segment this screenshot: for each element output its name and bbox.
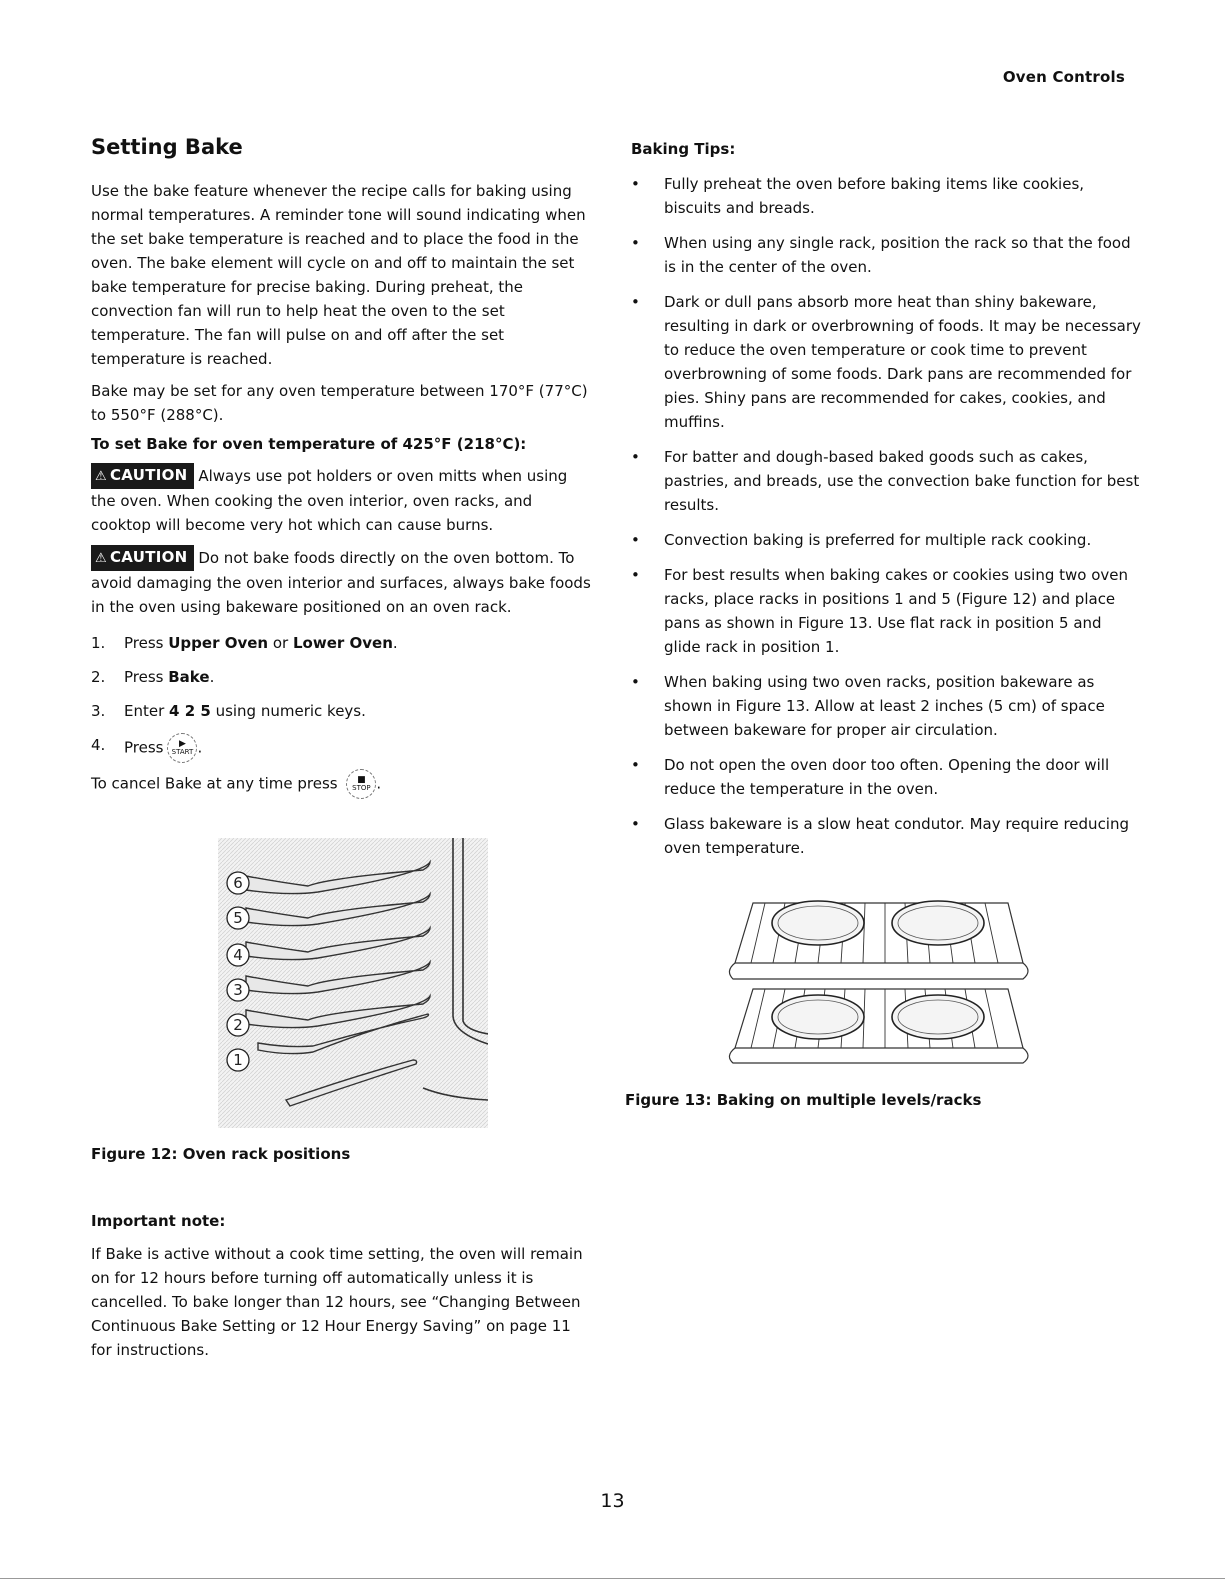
tip-item: • Dark or dull pans absorb more heat than shiny bakeware, resulting in dark or overbrowning of foods. It may be necessary to reduce the oven temperature or cook time to prevent overbrowning of some foods. Dark pans are recommended for pies. Shiny pans are recommended for cakes, cookies, and muffins.: [631, 290, 1141, 434]
step-item: 4. Press ▶ START .: [91, 733, 596, 763]
steps-list: [91, 631, 596, 763]
step-item: 1. Press Upper Oven or Lower Oven.: [91, 634, 398, 652]
procedure-heading: To set Bake for oven temperature of 425°F (218°C):: [91, 435, 527, 453]
important-note-body: If Bake is active without a cook time setting, the oven will remain on for 12 hours before turning off automatically unless it is cancelled. To bake longer than 12 hours, see “Changing Between Continuous Bake Setting or 12 Hour Energy Saving” on page 11 for instructions.: [91, 1245, 583, 1359]
important-note-heading: Important note:: [91, 1212, 226, 1230]
cake-pan: [772, 995, 864, 1039]
cake-pan: [892, 995, 984, 1039]
rack-label: 2: [233, 1016, 243, 1034]
tip-item: • Convection baking is preferred for multiple rack cooking.: [631, 528, 1141, 552]
page-title: Setting Bake: [91, 135, 243, 159]
multiple-racks-figure: [723, 893, 1033, 1071]
warning-icon: ⚠: [95, 551, 107, 566]
rack-label: 3: [233, 981, 243, 999]
left-column: [91, 135, 596, 799]
section-header: Oven Controls: [1002, 68, 1125, 86]
intro-paragraph: Use the bake feature whenever the recipe calls for baking using normal temperatures. A reminder tone will sound indicating when the set bake temperature is reached and to place the food in the oven. The bake element will cycle on and off to maintain the set bake temperature for precise baking. During preheat, the convection fan will run to help heat the oven to the set temperature. The fan will pulse on and off after the set temperature is reached.: [91, 182, 586, 368]
bullet: •: [631, 448, 640, 466]
step-item: 3. Enter 4 2 5 using numeric keys.: [91, 702, 366, 720]
rack-label: 4: [233, 946, 243, 964]
bullet: •: [631, 531, 640, 549]
caution-badge: ⚠ CAUTION: [91, 463, 194, 489]
bullet: •: [631, 566, 640, 584]
bullet: •: [631, 756, 640, 774]
bottom-rule: [0, 1578, 1225, 1579]
rack-label: 1: [233, 1051, 243, 1069]
start-key-icon: ▶ START: [167, 733, 197, 763]
rack-label: 6: [233, 874, 243, 892]
bullet: •: [631, 234, 640, 252]
cake-pan: [892, 901, 984, 945]
caution-note-1: ⚠ CAUTION Always use pot holders or oven mitts when using the oven. When cooking the oven interior, oven racks, and cooktop will become very hot which can cause burns.: [91, 463, 596, 537]
figure-13-caption: Figure 13: Baking on multiple levels/racks: [625, 1091, 982, 1109]
tip-item: • Do not open the oven door too often. Opening the door will reduce the temperature in the oven.: [631, 753, 1141, 801]
baking-tips-list: [631, 172, 1141, 860]
bullet: •: [631, 815, 640, 833]
bullet: •: [631, 175, 640, 193]
bullet: •: [631, 293, 640, 311]
warning-icon: ⚠: [95, 469, 107, 484]
caution-badge: ⚠ CAUTION: [91, 545, 194, 571]
tip-item: • Glass bakeware is a slow heat condutor. May require reducing oven temperature.: [631, 812, 1141, 860]
right-column: [631, 140, 1141, 871]
rack-label: 5: [233, 909, 243, 927]
tip-item: • When using any single rack, position the rack so that the food is in the center of the oven.: [631, 231, 1141, 279]
tip-item: • When baking using two oven racks, position bakeware as shown in Figure 13. Allow at least 2 inches (5 cm) of space between bakeware for proper air circulation.: [631, 670, 1141, 742]
tip-item: • Fully preheat the oven before baking items like cookies, biscuits and breads.: [631, 172, 1141, 220]
oven-rack-positions-figure: [218, 838, 488, 1128]
figure-12-caption: Figure 12: Oven rack positions: [91, 1145, 351, 1163]
cancel-instruction: To cancel Bake at any time press ■ STOP .: [91, 769, 596, 799]
baking-tips-heading: Baking Tips:: [631, 140, 736, 158]
page-number: 13: [600, 1490, 625, 1512]
caution-note-2: ⚠ CAUTION Do not bake foods directly on the oven bottom. To avoid damaging the oven interior and surfaces, always bake foods in the oven using bakeware positioned on an oven rack.: [91, 545, 596, 619]
tip-item: • For best results when baking cakes or cookies using two oven racks, place racks in positions 1 and 5 (Figure 12) and place pans as shown in Figure 13. Use flat rack in position 5 and glide rack in position 1.: [631, 563, 1141, 659]
bullet: •: [631, 673, 640, 691]
tip-item: • For batter and dough-based baked goods such as cakes, pastries, and breads, use the convection bake function for best results.: [631, 445, 1141, 517]
cake-pan: [772, 901, 864, 945]
step-item: 2. Press Bake.: [91, 668, 215, 686]
stop-key-icon: ■ STOP: [346, 769, 376, 799]
temperature-range: Bake may be set for any oven temperature between 170°F (77°C) to 550°F (288°C).: [91, 382, 588, 424]
